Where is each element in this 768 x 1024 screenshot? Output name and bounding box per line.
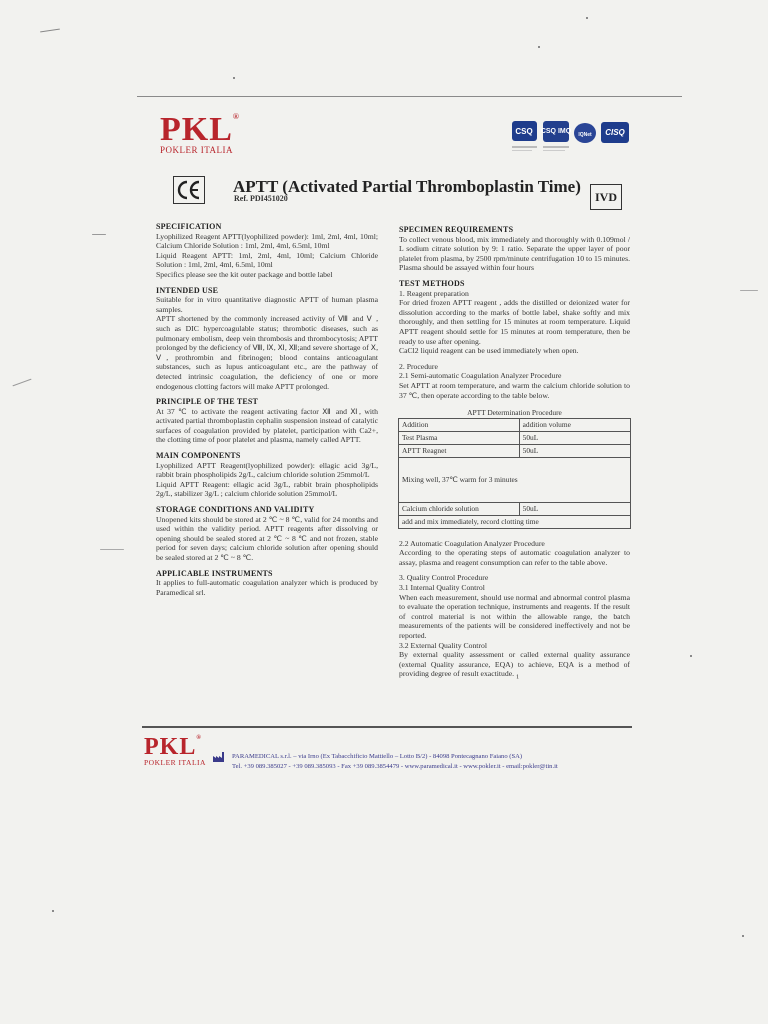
pkl-logo	[160, 113, 240, 155]
bottom-rule	[142, 726, 632, 728]
table-row	[399, 457, 631, 502]
specification-para-3: Specifics please see the kit outer package and bottle label	[156, 269, 333, 279]
principle-heading: PRINCIPLE OF THE TEST	[156, 397, 259, 407]
certification-badges	[512, 121, 632, 159]
table-cell: APTT Reagnet	[399, 444, 520, 457]
components-para-2: Liquid APTT Reagent: ellagic acid 3g/L, rabbit brain phospholipids 2g/L, stabilizer 3g/L ; calcium chloride solution 25mmol/L	[156, 479, 378, 499]
specimen-para: To collect venous blood, mix immediately and thoroughly with 0.109mol / L sodium citrate solution by 9: 1 ratio. Separate the upper layer of poor platelet from plasma, by 2500 rpm/minute centrifugation 10 to 15 minutes. Plasma should be assayed within four hours	[399, 234, 630, 273]
top-rule	[137, 96, 682, 97]
footer-pkl-logo	[144, 735, 206, 767]
reagent-prep-subheading: 1. Reagent preparation	[399, 288, 469, 298]
cisq-label: CISQ	[605, 128, 625, 137]
right-column	[399, 225, 630, 683]
reagent-prep-para: For dried frozen APTT reagent , adds the distilled or deionized water for dissolution according to the marks of bottle label, shake softly and mix thoroughly, and then settling for 15 minutes at room temperature. Liquid APTT reagent should settle for 15 minutes at room temperature, then be ready to use after opening.	[399, 298, 630, 346]
components-para-1: Lyophilized APTT Reagent(lyophilized powder): ellagic acid 3g/L, rabbit brain phospholipids 2g/L, calcium chloride solution 25mmol/L	[156, 460, 378, 480]
internal-qc-subheading: 3.1 Internal Quality Control	[399, 583, 485, 593]
instruments-para: It applies to full-automatic coagulation analyzer which is produced by Paramedical srl.	[156, 578, 378, 597]
instruments-heading: APPLICABLE INSTRUMENTS	[156, 568, 273, 578]
iqnet-label: IQNet	[578, 132, 592, 138]
footer-logo-subtitle: POKLER ITALIA	[144, 758, 206, 767]
storage-heading: STORAGE CONDITIONS AND VALIDITY	[156, 505, 315, 515]
reference-number: Ref. PDI451020	[234, 194, 288, 203]
footer-logo-text: PKL	[144, 734, 197, 760]
table-cell: addition volume	[519, 418, 630, 431]
footer-contact	[232, 752, 558, 772]
csq-label: CSQ	[515, 127, 533, 136]
external-qc-text: By external quality assessment or called external quality assurance (external Quality assurance, EQA) to achieve, EQA is a method of providing degree of result exactitude.	[399, 650, 630, 679]
page-number: 1	[515, 673, 520, 681]
intended-use-para-1: Suitable for in vitro quantitative diagnostic APTT of human plasma samples.	[156, 295, 378, 314]
left-column	[156, 222, 378, 597]
procedure-subheading: 2. Procedure	[399, 361, 438, 371]
intended-use-para-2: APTT shortened by the commonly increased activity of Ⅷ and Ⅴ , such as DIC hypercoagulable status; thrombotic diseases, such as pulmonary embolism, deep vein thrombosis and thrombocytosis; APTT prolonged by the deficiency of Ⅷ, Ⅸ, Ⅺ, Ⅻ;and severe shortage of Ⅹ, Ⅴ, prothrombin and fibrinogen; blood contains anticoagulant substances, such as lupus anticoagulant etc., are the pathway of detected intrinsic coagulation, the deficiency of one or more endogenous clotting factors will make APTT prolonged.	[156, 314, 378, 391]
procedure-table	[398, 418, 631, 529]
footer-phone-web: Tel. +39 089.385027 - +39 089.385093 - Fax +39 089.3854479 - www.paramedical.it - www.pokler.it - email:pokler@tin.it	[232, 763, 558, 770]
footer-address: PARAMEDICAL s.r.l. – via Irno (Ex Tabacchificio Mattiello – Lotto B/2) - 84098 Pontecagnano Faiano (SA)	[232, 753, 523, 760]
principle-para: At 37 ℃ to activate the reagent activating factor Ⅻ and Ⅺ, with activated partial thromboplastin cephalin suspension instead of catalytic surfaces of coagulation provided by platelet, participation with Ca2+, the clotting time of poor platelet and plasma, namely called APTT.	[156, 406, 378, 445]
auto-procedure-subheading: 2.2 Automatic Coagulation Analyzer Procedure	[399, 538, 545, 548]
table-cell: 50uL	[519, 502, 630, 515]
logo-text: PKL	[160, 111, 233, 148]
table-cell: 50uL	[519, 431, 630, 444]
table-cell: add and mix immediately, record clotting time	[399, 515, 631, 528]
table-cell: Addition	[399, 418, 520, 431]
table-row	[399, 502, 631, 515]
auto-procedure-para: According to the operating steps of automatic coagulation analyzer to assay, plasma and reagent consumption can refer to the table above.	[399, 548, 630, 567]
specification-heading: SPECIFICATION	[156, 222, 222, 231]
ivd-label: IVD	[590, 184, 622, 210]
ce-mark-icon	[174, 177, 204, 203]
factory-icon	[213, 752, 225, 762]
table-row	[399, 515, 631, 528]
trademark: ®	[232, 112, 240, 121]
footer-trademark: ®	[196, 735, 202, 741]
quality-control-subheading: 3. Quality Control Procedure	[399, 573, 489, 583]
external-qc-para	[399, 650, 630, 682]
intended-use-heading: INTENDED USE	[156, 285, 219, 295]
specification-para-2: Liquid Reagent APTT: 1ml, 2ml, 4ml, 10ml; Calcium Chloride Solution : 1ml, 2ml, 4ml, 6.5ml, 10ml	[156, 250, 378, 270]
document-title: APTT (Activated Partial Thromboplastin Time)	[233, 177, 581, 196]
cert-labels	[512, 121, 632, 159]
csq-imq-label: CSQ IMQ	[540, 128, 572, 135]
table-row	[399, 444, 631, 457]
table-cell: 50uL	[519, 444, 630, 457]
logo-subtitle: POKLER ITALIA	[160, 145, 234, 155]
external-qc-subheading: 3.2 External Quality Control	[399, 640, 487, 650]
components-heading: MAIN COMPONENTS	[156, 451, 241, 461]
semi-auto-para: Set APTT at room temperature, and warm the calcium chloride solution to 37 ℃, then operate according to the table below.	[399, 380, 630, 400]
table-cell: Calcium chloride solution	[399, 502, 520, 515]
internal-qc-para: When each measurement, should use normal and abnormal control plasma to evaluate the operation technique, instruments and reagents. If the result of control material is not within the allowable range, the batch measurements of the patients will be considered ineffectively and not be reported.	[399, 592, 630, 641]
test-methods-heading: TEST METHODS	[399, 278, 465, 288]
storage-para: Unopened kits should be stored at 2 ℃ ~ 8 ℃, valid for 24 months and used within the validity period. APTT reagents after dissolving or opening should be sealed stored at 2 ℃ ~ 8 ℃ and not frozen, stable period for seven days; calcium chloride solution after opening should be sealed stored at 2 ℃ ~ 8 ℃.	[156, 514, 378, 562]
semi-auto-subheading: 2.1 Semi-automatic Coagulation Analyzer Procedure	[399, 371, 562, 381]
table-caption: APTT Determination Procedure	[467, 408, 562, 418]
specification-para-1: Lyophilized Reagent APTT(lyophilized powder): 1ml, 2ml, 4ml, 10ml; Calcium Chloride Solution : 1ml, 2ml, 4ml, 6.5ml, 10ml	[156, 231, 378, 251]
table-cell: Test Plasma	[399, 431, 520, 444]
specimen-heading: SPECIMEN REQUIREMENTS	[399, 225, 514, 234]
table-row	[399, 418, 631, 431]
ce-mark	[173, 176, 205, 204]
cacl2-para: CaCl2 liquid reagent can be used immediately when open.	[399, 346, 579, 356]
table-row	[399, 431, 631, 444]
mixing-cell: Mixing well, 37℃ warm for 3 minutes	[399, 457, 631, 502]
